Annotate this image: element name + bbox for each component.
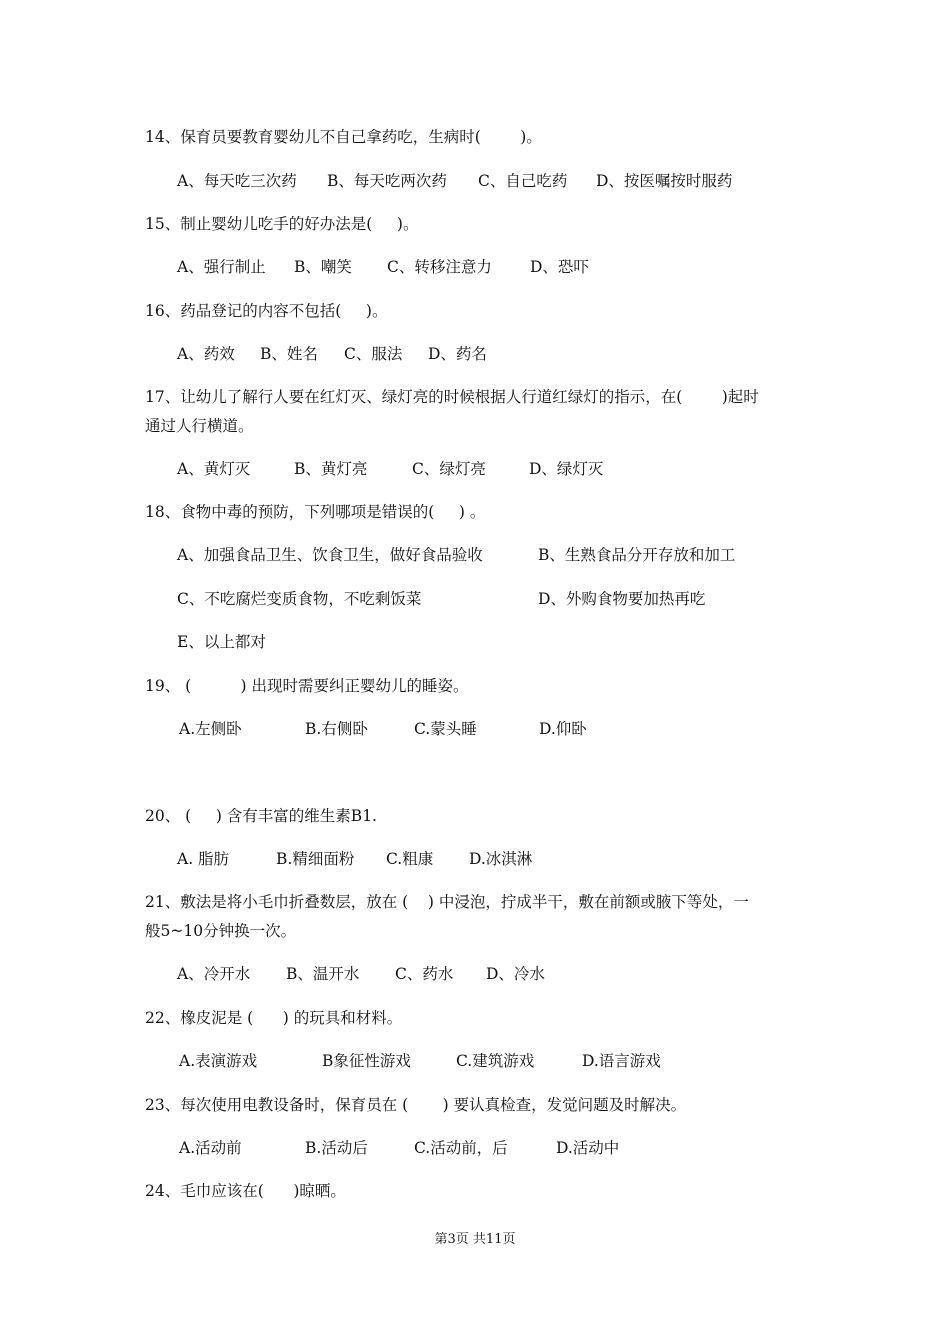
question-20-option-b: B.精细面粉 bbox=[276, 850, 355, 868]
question-20-option-c: C.粗康 bbox=[386, 850, 434, 868]
question-22-option-b: B象征性游戏 bbox=[322, 1052, 411, 1070]
question-18-option-b: B、生熟食品分开存放和加工 bbox=[538, 546, 736, 564]
page-number-footer: 第3页 共11页 bbox=[434, 1232, 516, 1247]
question-14-option-d: D、按医嘱按时服药 bbox=[596, 172, 733, 190]
question-18-stem: 18、食物中毒的预防，下列哪项是错误的( ) 。 bbox=[145, 503, 486, 521]
question-19-option-b: B.右侧卧 bbox=[305, 720, 368, 738]
question-16-option-c: C、服法 bbox=[344, 345, 403, 363]
question-19-option-c: C.蒙头睡 bbox=[414, 720, 477, 738]
question-20-option-d: D.冰淇淋 bbox=[469, 850, 533, 868]
question-17-stem: 17、让幼儿了解行人要在红灯灭、绿灯亮的时候根据人行道红绿灯的指示，在( )起时 bbox=[145, 388, 759, 406]
question-16-stem: 16、药品登记的内容不包括( )。 bbox=[145, 302, 388, 320]
question-14-option-a: A、每天吃三次药 bbox=[177, 172, 297, 190]
question-18-option-c: C、不吃腐烂变质食物，不吃剩饭菜 bbox=[177, 590, 422, 608]
question-23-stem: 23、每次使用电教设备时，保育员在 ( ) 要认真检查，发觉问题及时解决。 bbox=[145, 1096, 687, 1114]
question-23-option-c: C.活动前，后 bbox=[414, 1139, 508, 1157]
question-17-stem-cont: 通过人行横道。 bbox=[145, 417, 254, 435]
question-22-option-c: C.建筑游戏 bbox=[456, 1052, 535, 1070]
question-15-option-c: C、转移注意力 bbox=[387, 258, 492, 276]
question-22-option-d: D.语言游戏 bbox=[582, 1052, 661, 1070]
question-23-option-d: D.活动中 bbox=[556, 1139, 620, 1157]
question-16-option-b: B、姓名 bbox=[260, 345, 318, 363]
question-19-stem: 19、 ( ) 出现时需要纠正婴幼儿的睡姿。 bbox=[145, 677, 469, 695]
question-23-option-a: A.活动前 bbox=[179, 1139, 242, 1157]
question-15-stem: 15、制止婴幼儿吃手的好办法是( )。 bbox=[145, 215, 419, 233]
question-22-option-a: A.表演游戏 bbox=[179, 1052, 258, 1070]
question-21-option-d: D、冷水 bbox=[486, 965, 545, 983]
question-15-option-d: D、恐吓 bbox=[530, 258, 589, 276]
question-24-stem: 24、毛巾应该在( )晾晒。 bbox=[145, 1182, 346, 1200]
question-15-option-a: A、强行制止 bbox=[177, 258, 266, 276]
question-15-option-b: B、嘲笑 bbox=[294, 258, 352, 276]
question-18-option-a: A、加强食品卫生、饮食卫生，做好食品验收 bbox=[177, 546, 483, 564]
question-17-option-d: D、绿灯灭 bbox=[529, 460, 604, 478]
question-20-option-a: A. 脂肪 bbox=[177, 850, 230, 868]
question-19-option-d: D.仰卧 bbox=[539, 720, 587, 738]
question-21-option-b: B、温开水 bbox=[286, 965, 360, 983]
question-16-option-d: D、药名 bbox=[428, 345, 487, 363]
question-14-option-c: C、自己吃药 bbox=[478, 172, 568, 190]
question-17-option-a: A、黄灯灭 bbox=[177, 460, 251, 478]
question-19-option-a: A.左侧卧 bbox=[179, 720, 242, 738]
question-14-stem: 14、保育员要教育婴幼儿不自己拿药吃，生病时( )。 bbox=[145, 128, 542, 146]
question-18-option-d: D、外购食物要加热再吃 bbox=[538, 590, 706, 608]
question-23-option-b: B.活动后 bbox=[305, 1139, 368, 1157]
question-17-option-c: C、绿灯亮 bbox=[412, 460, 486, 478]
question-21-option-a: A、冷开水 bbox=[177, 965, 251, 983]
question-21-stem: 21、敷法是将小毛巾折叠数层，放在 ( ) 中浸泡，拧成半干，敷在前额或腋下等处，一 bbox=[145, 893, 749, 911]
question-16-option-a: A、药效 bbox=[177, 345, 235, 363]
question-17-option-b: B、黄灯亮 bbox=[294, 460, 368, 478]
question-20-stem: 20、 ( ) 含有丰富的维生素B1. bbox=[145, 807, 377, 825]
question-22-stem: 22、橡皮泥是 ( ) 的玩具和材料。 bbox=[145, 1009, 403, 1027]
question-14-option-b: B、每天吃两次药 bbox=[327, 172, 447, 190]
question-18-option-e: E、以上都对 bbox=[177, 633, 266, 651]
question-21-option-c: C、药水 bbox=[395, 965, 454, 983]
question-21-stem-cont: 般5~10分钟换一次。 bbox=[145, 922, 297, 940]
